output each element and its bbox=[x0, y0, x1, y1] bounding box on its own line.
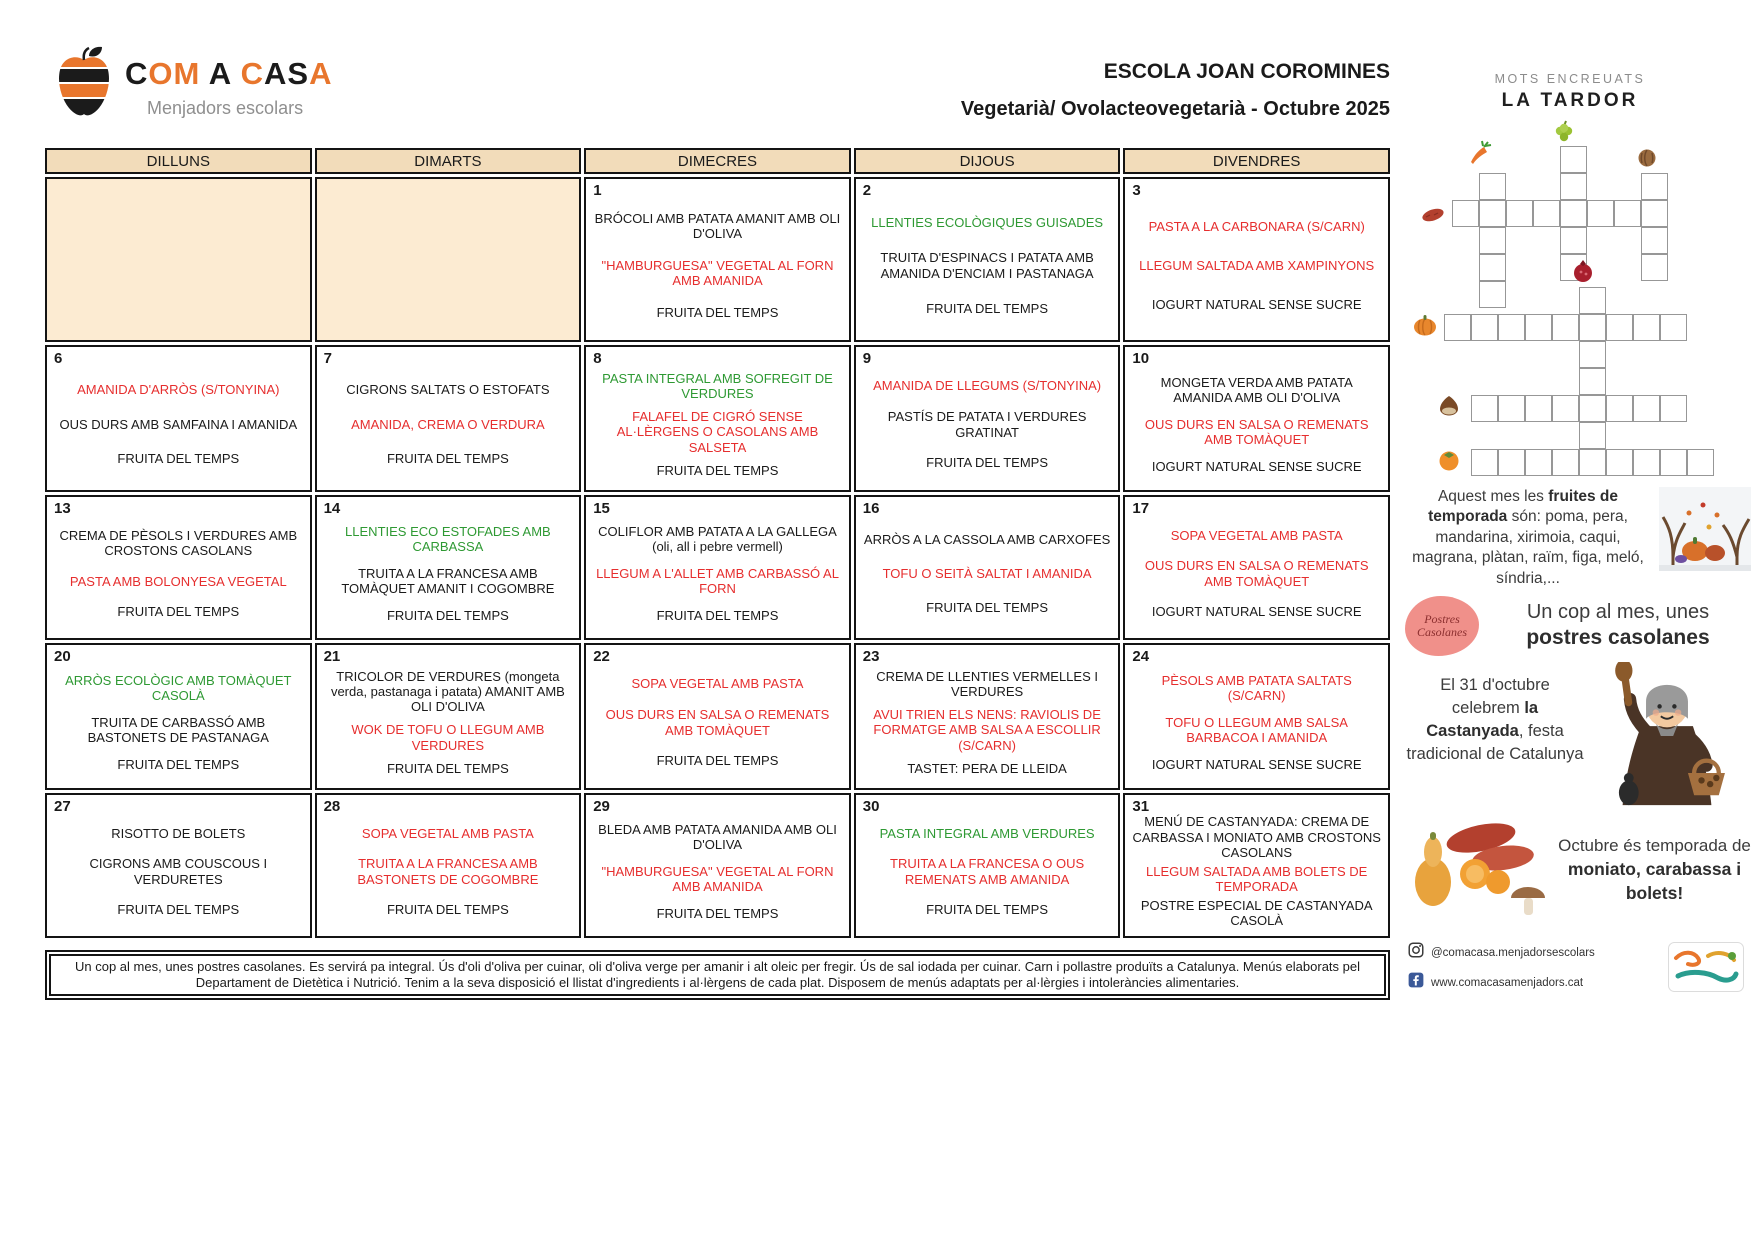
harvest-illustration bbox=[1403, 816, 1551, 925]
day-cell bbox=[584, 177, 851, 342]
menu-item: FRUITA DEL TEMPS bbox=[656, 462, 779, 478]
day-cell bbox=[854, 793, 1121, 938]
autumn-scene-illustration bbox=[1659, 487, 1751, 589]
crossword-cell bbox=[1452, 200, 1479, 227]
day-number: 31 bbox=[1132, 798, 1150, 815]
menu-item: PASTA INTEGRAL AMB VERDURES bbox=[879, 825, 1095, 841]
menu-item: AVUI TRIEN ELS NENS: RAVIOLIS DE FORMATGE AMB SALSA A ESCOLLIR (S/CARN) bbox=[873, 707, 1101, 753]
menu-item: FRUITA DEL TEMPS bbox=[656, 753, 779, 769]
crossword-cell bbox=[1479, 173, 1506, 200]
day-cell bbox=[45, 495, 312, 640]
menu-item: "HAMBURGUESA" VEGETAL AL FORN AMB AMANIDA bbox=[601, 257, 834, 289]
menu-item: AMANIDA DE LLEGUMS (S/TONYINA) bbox=[873, 378, 1102, 394]
sweet-potato-icon bbox=[1420, 202, 1446, 228]
day-number: 24 bbox=[1132, 648, 1150, 665]
october-season-section bbox=[1403, 816, 1755, 925]
menu-item: OUS DURS AMB SAMFAINA I AMANIDA bbox=[59, 416, 298, 432]
menu-item: IOGURT NATURAL SENSE SUCRE bbox=[1151, 459, 1362, 475]
menu-item: FRUITA DEL TEMPS bbox=[926, 455, 1049, 471]
day-cell bbox=[584, 345, 851, 492]
menu-item: SOPA VEGETAL AMB PASTA bbox=[361, 825, 534, 841]
day-number: 16 bbox=[862, 500, 880, 517]
crossword-cell bbox=[1498, 449, 1525, 476]
crossword-grid bbox=[1408, 120, 1748, 482]
crossword-cell bbox=[1587, 200, 1614, 227]
menu-item: OUS DURS EN SALSA O REMENATS AMB TOMÀQUET bbox=[605, 707, 830, 738]
crossword-cell bbox=[1525, 449, 1552, 476]
crossword-cell bbox=[1633, 314, 1660, 341]
menu-item: FALAFEL DE CIGRÓ SENSE AL·LÈRGENS O CASOLANS AMB SALSETA bbox=[616, 409, 819, 455]
menu-item: RISOTTO DE BOLETS bbox=[111, 825, 246, 841]
day-header: DIMECRES bbox=[584, 148, 851, 174]
calendar-table bbox=[45, 148, 1390, 938]
menu-item: ARRÒS ECOLÒGIC AMB TOMÀQUET CASOLÀ bbox=[65, 672, 292, 703]
menu-item: CIGRONS SALTATS O ESTOFATS bbox=[346, 382, 550, 398]
day-number: 2 bbox=[862, 182, 872, 199]
crossword-cell bbox=[1560, 146, 1587, 173]
menu-item: LLEGUM SALTADA AMB XAMPINYONS bbox=[1139, 257, 1375, 273]
menu-item: SOPA VEGETAL AMB PASTA bbox=[631, 676, 804, 692]
crossword-cell bbox=[1479, 200, 1506, 227]
castanyada-text: El 31 d'octubre celebrem la Castanyada, festa tradicional de Catalunya bbox=[1406, 676, 1584, 764]
com-a-casa-logo bbox=[55, 46, 333, 123]
social-handle[interactable]: @comacasa.menjadorsescolars bbox=[1431, 946, 1595, 959]
crossword-cell bbox=[1560, 227, 1587, 254]
menu-item: IOGURT NATURAL SENSE SUCRE bbox=[1151, 296, 1362, 312]
seasonal-fruits-section bbox=[1405, 487, 1753, 589]
menu-item: FRUITA DEL TEMPS bbox=[117, 757, 240, 773]
pumpkin-icon bbox=[1412, 312, 1438, 338]
menu-item: FRUITA DEL TEMPS bbox=[386, 760, 509, 776]
monthly-dessert-section bbox=[1405, 596, 1753, 656]
day-cell bbox=[854, 345, 1121, 492]
crossword-cell bbox=[1641, 227, 1668, 254]
menu-item: FRUITA DEL TEMPS bbox=[926, 599, 1049, 615]
menu-item: TOFU O SEITÀ SALTAT I AMANIDA bbox=[882, 565, 1092, 581]
menu-item: FRUITA DEL TEMPS bbox=[926, 901, 1049, 917]
day-number: 20 bbox=[54, 648, 71, 665]
crossword-cell bbox=[1579, 368, 1606, 395]
dessert-badge bbox=[1405, 596, 1479, 656]
day-cell bbox=[315, 793, 582, 938]
facebook-icon bbox=[1408, 972, 1424, 993]
crossword-cell bbox=[1633, 449, 1660, 476]
menu-item: WOK DE TOFU O LLEGUM AMB VERDURES bbox=[351, 722, 545, 753]
crossword-cell bbox=[1579, 449, 1606, 476]
day-number: 27 bbox=[54, 798, 71, 815]
day-number: 30 bbox=[862, 798, 880, 815]
menu-item: SOPA VEGETAL AMB PASTA bbox=[1170, 527, 1343, 543]
crossword-cell bbox=[1579, 287, 1606, 314]
crossword-kicker: MOTS ENCREUATS bbox=[1494, 72, 1646, 86]
menu-item: MENÚ DE CASTANYADA: CREMA DE CARBASSA I MONIATO AMB CROSTONS CASOLANS bbox=[1132, 814, 1381, 861]
day-number: 9 bbox=[862, 350, 872, 367]
menu-item: POSTRE ESPECIAL DE CASTANYADA CASOLÀ bbox=[1140, 897, 1373, 929]
empty-day-cell bbox=[45, 177, 312, 342]
menu-item: FRUITA DEL TEMPS bbox=[386, 451, 509, 467]
day-cell bbox=[584, 495, 851, 640]
day-number: 29 bbox=[593, 798, 610, 815]
menu-item: CIGRONS AMB COUSCOUS I VERDURETES bbox=[89, 856, 268, 887]
chestnut-icon bbox=[1436, 392, 1462, 418]
crossword-cell bbox=[1479, 281, 1506, 308]
dessert-badge-line1: Postres bbox=[1424, 611, 1460, 626]
day-number: 28 bbox=[323, 798, 341, 815]
day-number: 23 bbox=[862, 648, 880, 665]
day-cell bbox=[1123, 345, 1390, 492]
day-cell bbox=[315, 345, 582, 492]
menu-item: ARRÒS A LA CASSOLA AMB CARXOFES bbox=[863, 531, 1111, 547]
crossword-cell bbox=[1606, 314, 1633, 341]
day-cell bbox=[854, 495, 1121, 640]
crossword-cell bbox=[1579, 314, 1606, 341]
school-name: ESCOLA JOAN COROMINES bbox=[1103, 60, 1390, 83]
menu-item: TASTET: PERA DE LLEIDA bbox=[907, 760, 1067, 776]
menu-item: LLEGUM SALTADA AMB BOLETS DE TEMPORADA bbox=[1146, 863, 1368, 895]
empty-day-cell bbox=[315, 177, 582, 342]
menu-item: LLENTIES ECOLÒGIQUES GUISADES bbox=[871, 214, 1104, 230]
pomegranate-icon bbox=[1570, 258, 1596, 284]
crossword-cell bbox=[1506, 200, 1533, 227]
day-number: 8 bbox=[593, 350, 602, 367]
crossword-cell bbox=[1641, 173, 1668, 200]
crossword-cell bbox=[1560, 200, 1587, 227]
day-cell bbox=[1123, 177, 1390, 342]
seasonal-fruits-text: Aquest mes les fruites de temporada són: poma, pera, mandarina, xirimoia, caqui, magrana, plàtan, raïm, figa, meló, síndria,... bbox=[1412, 488, 1644, 587]
crossword-cell bbox=[1606, 395, 1633, 422]
crossword-cell bbox=[1560, 173, 1587, 200]
crossword-cell bbox=[1579, 395, 1606, 422]
menu-item: OUS DURS EN SALSA O REMENATS AMB TOMÀQUET bbox=[1144, 416, 1369, 448]
brand-name: COM A CASA bbox=[125, 56, 333, 91]
october-season-text: Octubre és temporada de moniato, carabassa i bolets! bbox=[1558, 836, 1751, 903]
day-cell bbox=[315, 495, 582, 640]
menu-type-title: Vegetarià/ Ovolacteovegetarià - Octubre 2025 bbox=[960, 98, 1390, 120]
crossword-title: LA TARDOR bbox=[1501, 90, 1639, 111]
day-number: 10 bbox=[1132, 350, 1150, 367]
menu-item: FRUITA DEL TEMPS bbox=[117, 603, 240, 619]
menu-item: AMANIDA D'ARRÒS (S/TONYINA) bbox=[77, 382, 280, 398]
apple-logo-icon bbox=[55, 46, 113, 123]
day-cell bbox=[854, 643, 1121, 790]
menu-item: FRUITA DEL TEMPS bbox=[656, 304, 779, 320]
crossword-cell bbox=[1687, 449, 1714, 476]
day-cell bbox=[584, 793, 851, 938]
walnut-icon bbox=[1634, 144, 1660, 170]
menu-item: TRICOLOR DE VERDURES (mongeta verda, pastanaga i patata) AMANIT AMB OLI D'OLIVA bbox=[330, 668, 565, 715]
footer-note: Un cop al mes, unes postres casolanes. Es servirá pa integral. Ús d'oli d'oliva per cuinar, oli d'oliva verge per amanir i alt oleic per fregir. Ús de sal iodada per cuinar. Carn i pollastre produïts a Catalunya. Menús elaborats pel Departament de Dietètica i Nutrició. Tenim a la seva disposició el llistat d'ingredients i al·lèrgens de cada plat. Disposem de menús adaptats per al·lèrgies i intoleràncies alimentaries. bbox=[45, 950, 1390, 1000]
menu-item: TRUITA A LA FRANCESA AMB TOMÀQUET AMANIT I COGOMBRE bbox=[341, 565, 555, 597]
menu-item: PÈSOLS AMB PATATA SALTATS (S/CARN) bbox=[1161, 672, 1352, 703]
day-cell bbox=[1123, 495, 1390, 640]
crossword-cell bbox=[1479, 227, 1506, 254]
day-cell bbox=[315, 643, 582, 790]
dessert-badge-line2: Casolanes bbox=[1416, 625, 1467, 639]
menu-item: FRUITA DEL TEMPS bbox=[656, 607, 779, 623]
crossword-cell bbox=[1471, 314, 1498, 341]
menu-item: BLEDA AMB PATATA AMANIDA AMB OLI D'OLIVA bbox=[598, 822, 837, 853]
crossword-cell bbox=[1579, 341, 1606, 368]
day-cell bbox=[854, 177, 1121, 342]
day-number: 14 bbox=[323, 500, 341, 517]
crossword-cell bbox=[1498, 314, 1525, 341]
menu-item: TRUITA DE CARBASSÓ AMB BASTONETS DE PASTANAGA bbox=[87, 714, 269, 746]
menu-item: TRUITA D'ESPINACS I PATATA AMB AMANIDA D'ENCIAM I PASTANAGA bbox=[880, 250, 1094, 281]
crossword-cell bbox=[1498, 395, 1525, 422]
brand-subtitle: Menjadors escolars bbox=[147, 98, 304, 118]
carrot-icon bbox=[1466, 140, 1492, 166]
menu-item: PASTA AMB BOLONYESA VEGETAL bbox=[69, 573, 287, 589]
day-cell bbox=[45, 793, 312, 938]
crossword-cell bbox=[1633, 395, 1660, 422]
day-cell bbox=[45, 345, 312, 492]
day-number: 17 bbox=[1132, 500, 1150, 517]
menu-item: MONGETA VERDA AMB PATATA AMANIDA AMB OLI D'OLIVA bbox=[1160, 374, 1353, 405]
menu-item: PASTA A LA CARBONARA (S/CARN) bbox=[1148, 218, 1365, 234]
crossword-cell bbox=[1579, 422, 1606, 449]
menu-item: TRUITA A LA FRANCESA O OUS REMENATS AMB AMANIDA bbox=[890, 856, 1085, 887]
crossword-cell bbox=[1552, 449, 1579, 476]
social-handle[interactable]: www.comacasamenjadors.cat bbox=[1431, 976, 1584, 989]
persimmon-icon bbox=[1436, 446, 1462, 472]
crossword-cell bbox=[1533, 200, 1560, 227]
menu-item: IOGURT NATURAL SENSE SUCRE bbox=[1151, 757, 1362, 773]
crossword-cell bbox=[1606, 449, 1633, 476]
crossword-cell bbox=[1660, 449, 1687, 476]
menu-item: PASTA INTEGRAL AMB SOFREGIT DE VERDURES bbox=[602, 370, 833, 402]
grapes-icon bbox=[1551, 120, 1577, 146]
partner-logo bbox=[1668, 942, 1744, 997]
day-header: DILLUNS bbox=[45, 148, 312, 174]
crossword-cell bbox=[1525, 314, 1552, 341]
menu-item: CREMA DE LLENTIES VERMELLES I VERDURES bbox=[876, 668, 1098, 700]
menu-item: FRUITA DEL TEMPS bbox=[386, 901, 509, 917]
instagram-icon bbox=[1408, 942, 1424, 963]
day-cell bbox=[584, 643, 851, 790]
menu-item: FRUITA DEL TEMPS bbox=[117, 901, 240, 917]
day-number: 7 bbox=[323, 350, 332, 367]
crossword-cell bbox=[1641, 254, 1668, 281]
menu-item: BRÓCOLI AMB PATATA AMANIT AMB OLI D'OLIVA bbox=[594, 211, 841, 242]
crossword-cell bbox=[1471, 395, 1498, 422]
crossword-cell bbox=[1660, 314, 1687, 341]
day-cell bbox=[45, 643, 312, 790]
day-number: 13 bbox=[54, 500, 71, 517]
castanyera-illustration bbox=[1591, 662, 1743, 815]
day-number: 15 bbox=[593, 500, 610, 517]
menu-item: "HAMBURGUESA" VEGETAL AL FORN AMB AMANIDA bbox=[601, 863, 834, 895]
menu-item: LLEGUM A L'ALLET AMB CARBASSÓ AL FORN bbox=[596, 565, 839, 597]
day-number: 6 bbox=[54, 350, 63, 367]
menu-item: FRUITA DEL TEMPS bbox=[926, 300, 1049, 316]
crossword-cell bbox=[1471, 449, 1498, 476]
crossword-cell bbox=[1641, 200, 1668, 227]
crossword-cell bbox=[1525, 395, 1552, 422]
menu-item: FRUITA DEL TEMPS bbox=[656, 905, 779, 921]
crossword-cell bbox=[1660, 395, 1687, 422]
day-number: 22 bbox=[593, 648, 610, 665]
menu-item: IOGURT NATURAL SENSE SUCRE bbox=[1151, 603, 1362, 619]
menu-item: PASTÍS DE PATATA I VERDURES GRATINAT bbox=[887, 409, 1087, 440]
menu-item: COLIFLOR AMB PATATA A LA GALLEGA (oli, all i pebre vermell) bbox=[598, 524, 837, 555]
day-header: DIJOUS bbox=[854, 148, 1121, 174]
day-number: 1 bbox=[593, 182, 602, 199]
crossword-cell bbox=[1552, 314, 1579, 341]
menu-item: AMANIDA, CREMA O VERDURA bbox=[351, 416, 545, 432]
day-number: 3 bbox=[1132, 182, 1141, 199]
menu-item: TOFU O LLEGUM AMB SALSA BARBACOA I AMANIDA bbox=[1165, 714, 1348, 746]
crossword-cell bbox=[1552, 395, 1579, 422]
day-number: 21 bbox=[323, 648, 341, 665]
day-header: DIVENDRES bbox=[1123, 148, 1390, 174]
menu-item: FRUITA DEL TEMPS bbox=[386, 607, 509, 623]
menu-item: OUS DURS EN SALSA O REMENATS AMB TOMÀQUET bbox=[1144, 558, 1369, 589]
crossword-cell bbox=[1614, 200, 1641, 227]
monthly-dessert-text: Un cop al mes, unes postres casolanes bbox=[1526, 601, 1710, 650]
castanyada-section bbox=[1405, 662, 1755, 815]
crossword-cell bbox=[1479, 254, 1506, 281]
menu-item: CREMA DE PÈSOLS I VERDURES AMB CROSTONS CASOLANS bbox=[59, 527, 298, 559]
day-cell bbox=[1123, 643, 1390, 790]
menu-item: TRUITA A LA FRANCESA AMB BASTONETS DE COGOMBRE bbox=[357, 856, 539, 887]
day-cell bbox=[1123, 793, 1390, 938]
day-header: DIMARTS bbox=[315, 148, 582, 174]
crossword-cell bbox=[1444, 314, 1471, 341]
menu-item: FRUITA DEL TEMPS bbox=[117, 451, 240, 467]
social-links bbox=[1408, 942, 1748, 1002]
menu-item: LLENTIES ECO ESTOFADES AMB CARBASSA bbox=[345, 524, 551, 555]
